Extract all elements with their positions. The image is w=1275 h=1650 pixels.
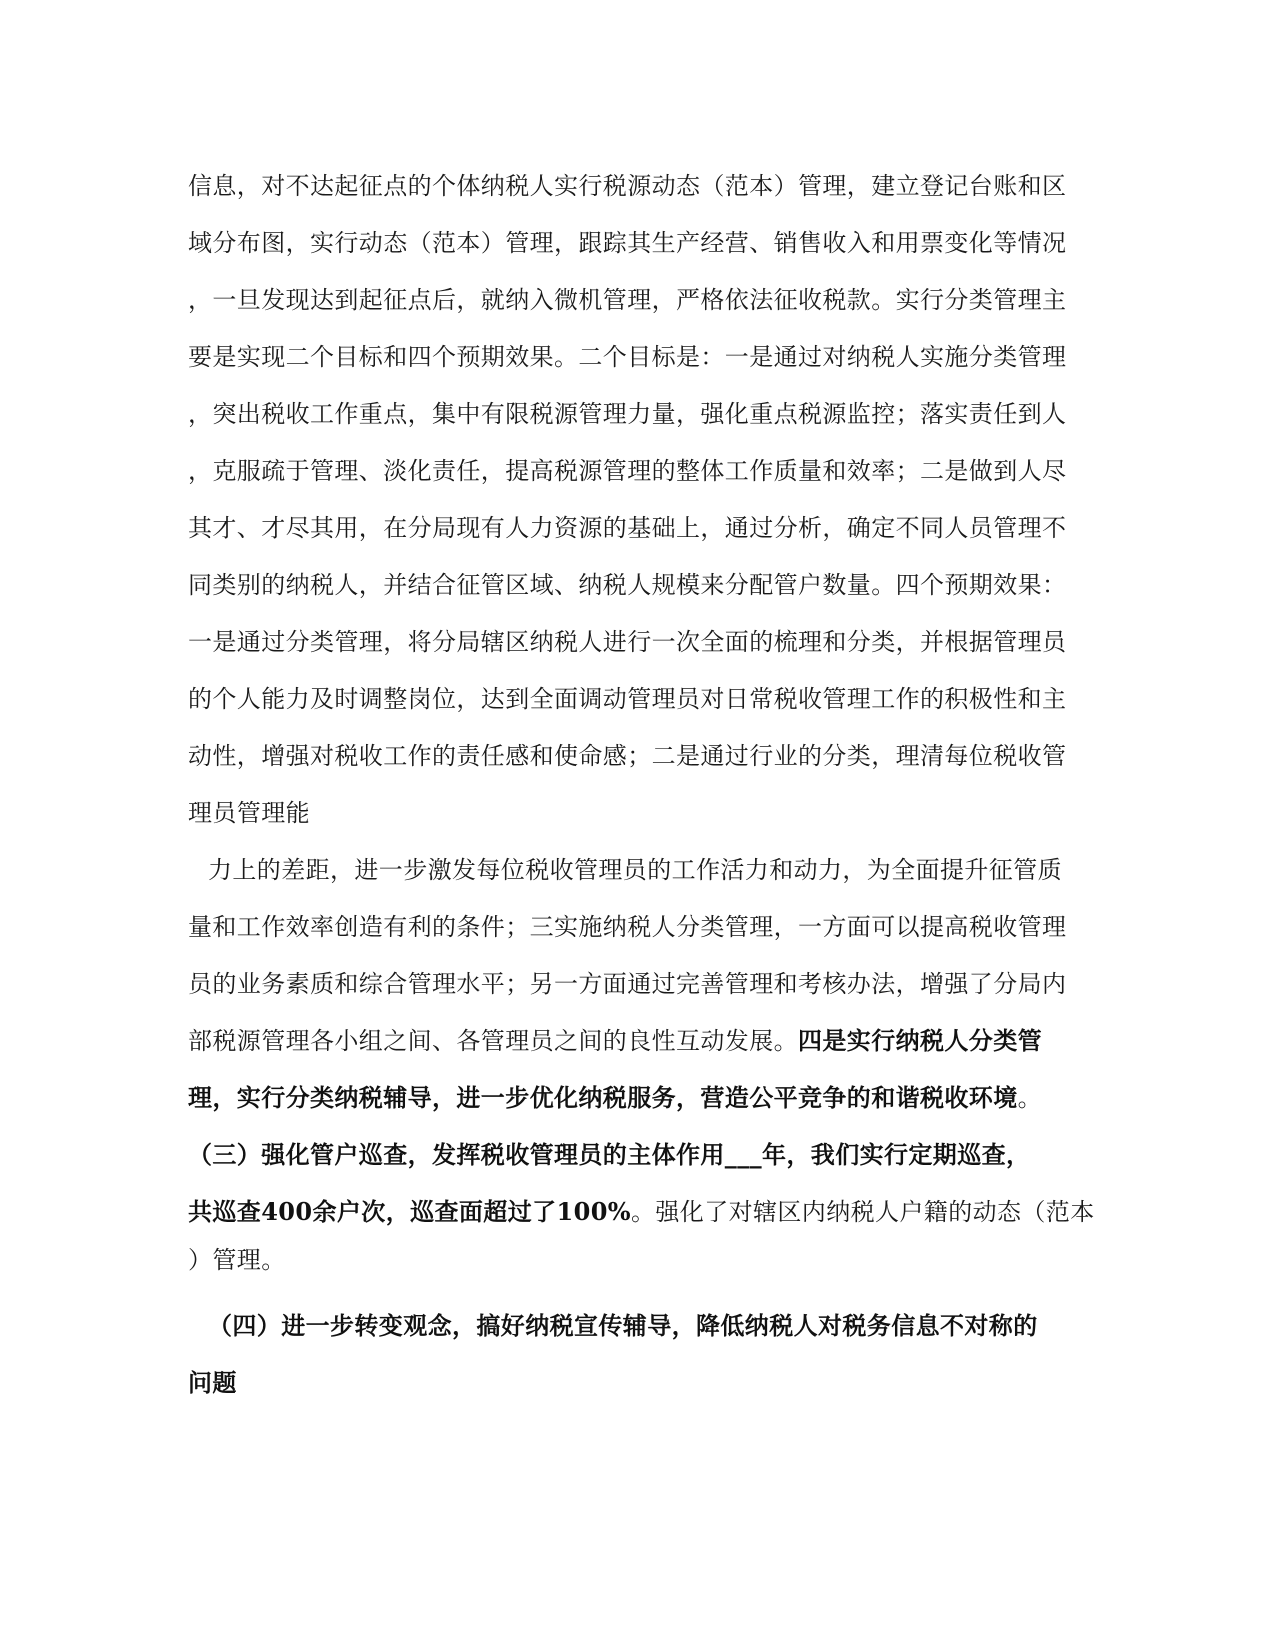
normal-text: 。强化了对辖区内纳税人户籍的动态（范本	[631, 1198, 1095, 1226]
paragraph-line: ，克服疏于管理、淡化责任，提高税源管理的整体工作质量和效率；二是做到人尽	[188, 457, 1067, 485]
paragraph-line: ）管理。	[188, 1246, 286, 1274]
paragraph-line: 动性，增强对税收工作的责任感和使命感；二是通过行业的分类，理清每位税收管	[188, 742, 1067, 770]
paragraph-line: 一是通过分类管理，将分局辖区纳税人进行一次全面的梳理和分类，并根据管理员	[188, 628, 1067, 656]
paragraph-line: 信息，对不达起征点的个体纳税人实行税源动态（范本）管理，建立登记台账和区	[188, 172, 1067, 200]
section-heading: （四）进一步转变观念，搞好纳税宣传辅导，降低纳税人对税务信息不对称的	[208, 1311, 1038, 1340]
paragraph-line: 域分布图，实行动态（范本）管理，跟踪其生产经营、销售收入和用票变化等情况	[188, 229, 1067, 257]
bold-text: 共巡查400余户次，巡查面超过了100%	[188, 1197, 631, 1226]
normal-text: 。	[1017, 1084, 1043, 1112]
normal-text: 部税源管理各小组之间、各管理员之间的良性互动发展。	[188, 1027, 798, 1055]
bold-text: 四是实行纳税人分类管	[798, 1026, 1042, 1055]
paragraph-line: 要是实现二个目标和四个预期效果。二个目标是：一是通过对纳税人实施分类管理	[188, 343, 1067, 371]
section-heading: （三）强化管户巡查，发挥税收管理员的主体作用___年，我们实行定期巡查，	[188, 1140, 1031, 1169]
paragraph-line: 员的业务素质和综合管理水平；另一方面通过完善管理和考核办法，增强了分局内	[188, 970, 1067, 998]
paragraph-line: ，一旦发现达到起征点后，就纳入微机管理，严格依法征收税款。实行分类管理主	[188, 286, 1067, 314]
section-heading: 问题	[188, 1368, 237, 1397]
paragraph-line: ，突出税收工作重点，集中有限税源管理力量，强化重点税源监控；落实责任到人	[188, 400, 1067, 428]
bold-text: 理，实行分类纳税辅导，进一步优化纳税服务，营造公平竞争的和谐税收环境	[188, 1083, 1018, 1112]
paragraph-line-mixed	[188, 1026, 1088, 1056]
paragraph-line: 力上的差距，进一步激发每位税收管理员的工作活力和动力，为全面提升征管质	[208, 856, 1062, 884]
paragraph-line: 的个人能力及时调整岗位，达到全面调动管理员对日常税收管理工作的积极性和主	[188, 685, 1067, 713]
paragraph-line: 其才、才尽其用，在分局现有人力资源的基础上，通过分析，确定不同人员管理不	[188, 514, 1067, 542]
paragraph-line: 量和工作效率创造有利的条件；三实施纳税人分类管理，一方面可以提高税收管理	[188, 913, 1067, 941]
paragraph-line: 理员管理能	[188, 799, 310, 827]
paragraph-line-mixed	[188, 1083, 1088, 1113]
paragraph-line-mixed	[188, 1197, 1095, 1227]
paragraph-line: 同类别的纳税人，并结合征管区域、纳税人规模来分配管户数量。四个预期效果：	[188, 571, 1067, 599]
